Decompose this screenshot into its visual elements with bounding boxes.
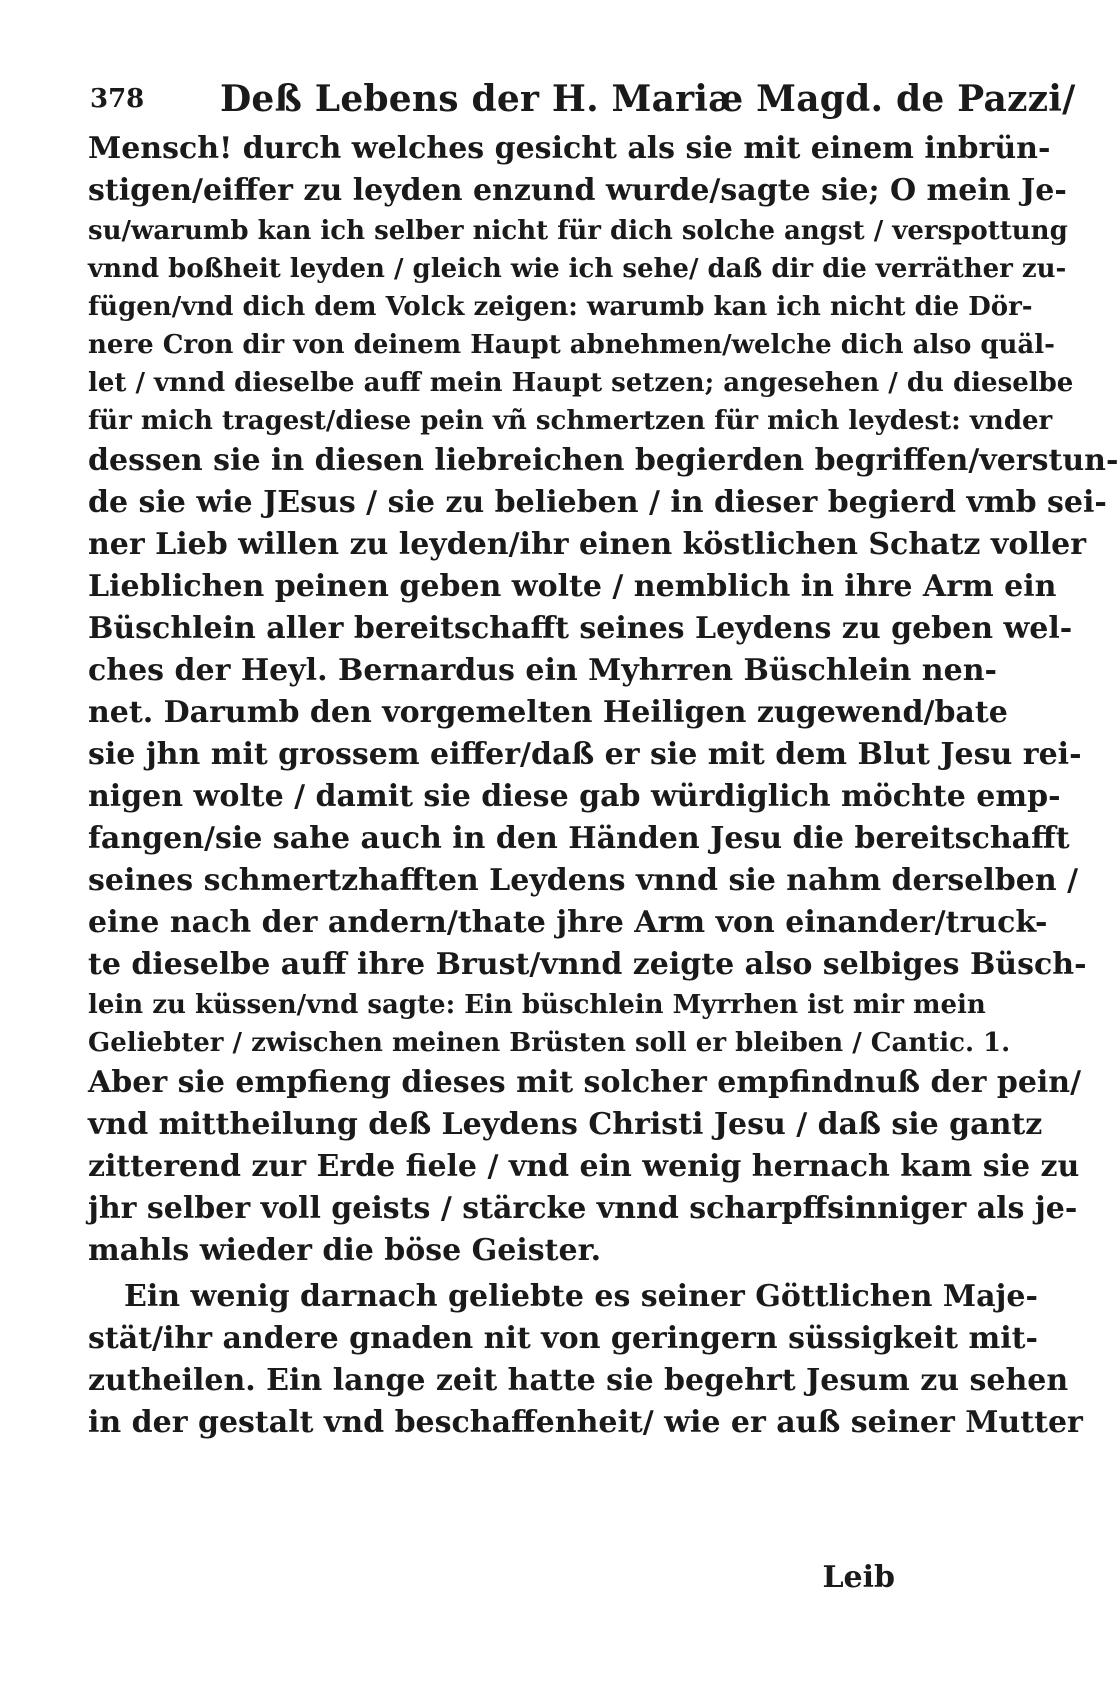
page-header — [90, 78, 1076, 128]
text-line: nigen wolte / damit sie diese gab würdiglich möchte emp- — [88, 779, 1061, 814]
text-line: vnd mittheilung deß Leydens Christi Jesu / daß sie gantz — [88, 1107, 1043, 1142]
text-line: stigen/eiffer zu leyden enzund wurde/sagte sie; O mein Je- — [88, 173, 1067, 208]
text-line: seines schmertzhafften Leydens vnnd sie nahm derselben / — [88, 863, 1079, 898]
text-line: eine nach der andern/thate jhre Arm von einander/truck- — [88, 905, 1048, 940]
page-number: 378 — [90, 84, 145, 114]
text-line: fangen/sie sahe auch in den Händen Jesu die bereitschafft — [88, 821, 1070, 856]
text-line: de sie wie JEsus / sie zu belieben / in dieser begierd vmb sei- — [88, 485, 1107, 520]
text-line: zitterend zur Erde fiele / vnd ein wenig hernach kam sie zu — [88, 1149, 1080, 1184]
text-line: Büschlein aller bereitschafft seines Leydens zu geben wel- — [88, 611, 1073, 646]
text-line: Mensch! durch welches gesicht als sie mit einem inbrün- — [88, 131, 1051, 166]
text-line: für mich tragest/diese pein vñ schmertzen für mich leydest: vnder — [88, 406, 1053, 436]
text-line: mahls wieder die böse Geister. — [88, 1233, 602, 1268]
text-line: nere Cron dir von deinem Haupt abnehmen/welche dich also quäl- — [88, 330, 1055, 360]
text-line: in der gestalt vnd beschaffenheit/ wie er auß seiner Mutter — [88, 1405, 1083, 1440]
running-head: Deß Lebens der H. Mariæ Magd. de Pazzi/ — [220, 78, 1076, 120]
text-line: stät/ihr andere gnaden nit von geringern süssigkeit mit- — [88, 1321, 1038, 1356]
catchword: Leib — [822, 1560, 895, 1595]
text-line: zutheilen. Ein lange zeit hatte sie begehrt Jesum zu sehen — [88, 1363, 1069, 1398]
text-line: sie jhn mit grossem eiffer/daß er sie mit dem Blut Jesu rei- — [88, 737, 1082, 772]
text-line: su/warumb kan ich selber nicht für dich solche angst / verspottung — [88, 216, 1068, 246]
text-line: Geliebter / zwischen meinen Brüsten soll er bleiben / Cantic. 1. — [88, 1028, 1011, 1058]
text-line: let / vnnd dieselbe auff mein Haupt setzen; angesehen / du dieselbe — [88, 368, 1074, 398]
text-line: net. Darumb den vorgemelten Heiligen zugewend/bate — [88, 695, 1008, 730]
text-line: ches der Heyl. Bernardus ein Myhrren Büschlein nen- — [88, 653, 997, 688]
text-line: lein zu küssen/vnd sagte: Ein büschlein Myrrhen ist mir mein — [88, 990, 986, 1020]
text-line: ner Lieb willen zu leyden/ihr einen köstlichen Schatz voller — [88, 527, 1087, 562]
text-line: dessen sie in diesen liebreichen begierden begriffen/verstun- — [88, 443, 1118, 478]
text-line: Ein wenig darnach geliebte es seiner Göttlichen Maje- — [124, 1279, 1038, 1314]
text-line: te dieselbe auff ihre Brust/vnnd zeigte also selbiges Büsch- — [88, 947, 1087, 982]
text-line: Lieblichen peinen geben wolte / nemblich in ihre Arm ein — [88, 569, 1057, 604]
text-line: fügen/vnd dich dem Volck zeigen: warumb kan ich nicht die Dör- — [88, 292, 1033, 322]
body-text — [88, 128, 1118, 1444]
text-line: jhr selber voll geists / stärcke vnnd scharpffsinniger als je- — [88, 1191, 1078, 1226]
text-line: vnnd boßheit leyden / gleich wie ich sehe/ daß dir die verräther zu- — [88, 254, 1067, 284]
text-line: Aber sie empfieng dieses mit solcher empfindnuß der pein/ — [88, 1065, 1082, 1100]
